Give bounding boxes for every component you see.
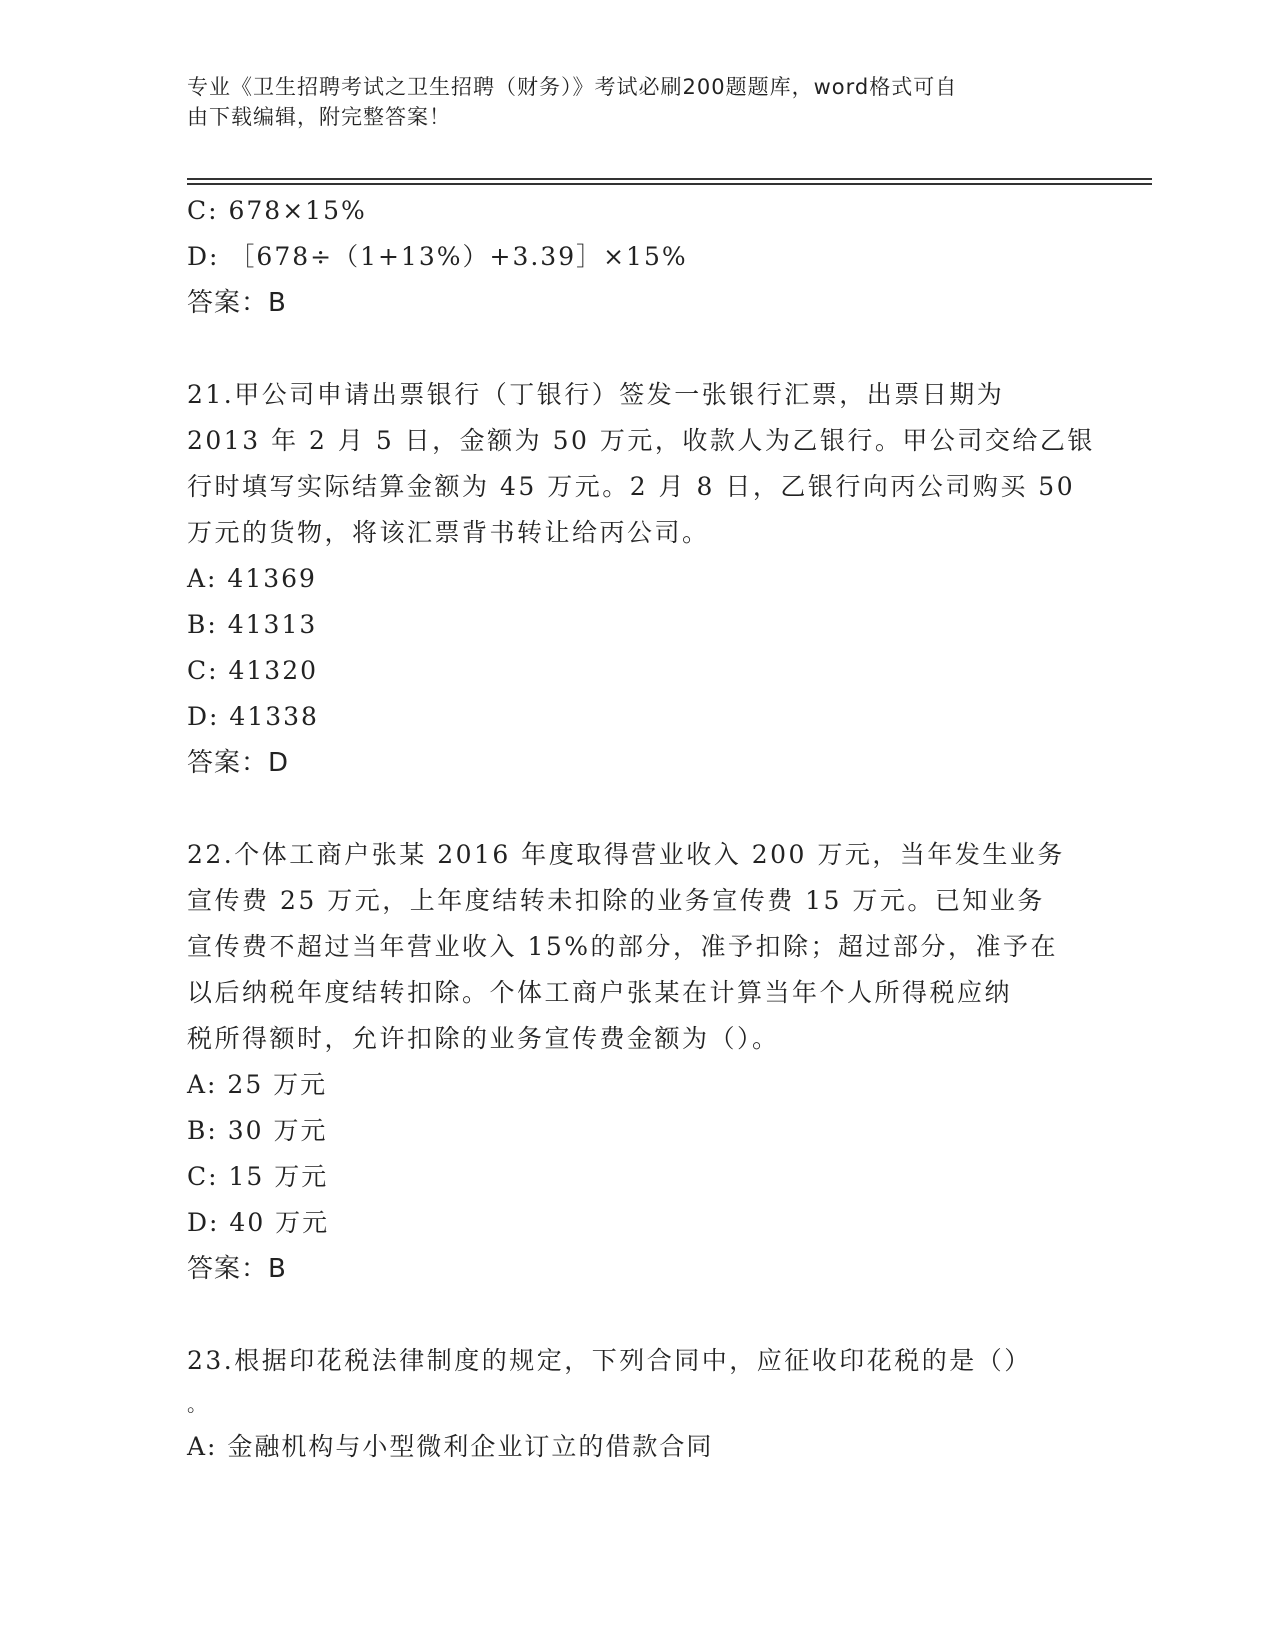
answer-line: 答案：B	[187, 1254, 287, 1284]
option-line: D: 40 万元	[187, 1208, 330, 1237]
option-line: C: 678×15%	[187, 196, 367, 225]
question-text-line: 。	[187, 1392, 210, 1416]
carryover-block	[187, 188, 1087, 326]
question-text-line: 行时填写实际结算金额为 45 万元。2 月 8 日，乙银行向丙公司购买 50	[187, 472, 1076, 501]
header-divider-top	[187, 178, 1152, 180]
option-line: A: 25 万元	[187, 1070, 328, 1099]
option-line: C: 15 万元	[187, 1162, 329, 1191]
document-body	[187, 188, 1095, 1470]
answer-line: 答案：D	[187, 748, 290, 778]
header-divider-bottom	[187, 183, 1152, 185]
question-text-line: 以后纳税年度结转扣除。个体工商户张某在计算当年个人所得税应纳	[187, 978, 1013, 1007]
option-line: A: 41369	[187, 564, 317, 593]
question-text-line: 万元的货物，将该汇票背书转让给丙公司。	[187, 518, 710, 547]
question-text-line: 22.个体工商户张某 2016 年度取得营业收入 200 万元，当年发生业务	[187, 840, 1065, 869]
question-text-line: 2013 年 2 月 5 日，金额为 50 万元，收款人为乙银行。甲公司交给乙银	[187, 426, 1095, 455]
option-line: B: 41313	[187, 610, 318, 639]
answer-line: 答案：B	[187, 288, 287, 318]
question-21	[187, 372, 1095, 786]
document-header	[187, 72, 1067, 132]
question-23	[187, 1338, 1087, 1470]
header-line-2: 由下载编辑，附完整答案！	[187, 105, 451, 129]
question-text-line: 23.根据印花税法律制度的规定，下列合同中，应征收印花税的是（）	[187, 1346, 1032, 1375]
question-text-line: 21.甲公司申请出票银行（丁银行）签发一张银行汇票，出票日期为	[187, 380, 1005, 409]
option-line: D: ［678÷（1+13%）+3.39］×15%	[187, 242, 688, 271]
question-text-line: 宣传费不超过当年营业收入 15%的部分，准予扣除；超过部分，准予在	[187, 932, 1059, 961]
option-line: B: 30 万元	[187, 1116, 328, 1145]
question-22	[187, 832, 1087, 1292]
header-line-1: 专业《卫生招聘考试之卫生招聘（财务）》考试必刷200题题库，word格式可自	[187, 75, 958, 99]
option-line: A: 金融机构与小型微利企业订立的借款合同	[187, 1432, 714, 1461]
option-line: D: 41338	[187, 702, 319, 731]
question-text-line: 税所得额时，允许扣除的业务宣传费金额为（）。	[187, 1024, 780, 1053]
option-line: C: 41320	[187, 656, 319, 685]
question-text-line: 宣传费 25 万元，上年度结转未扣除的业务宣传费 15 万元。已知业务	[187, 886, 1045, 915]
